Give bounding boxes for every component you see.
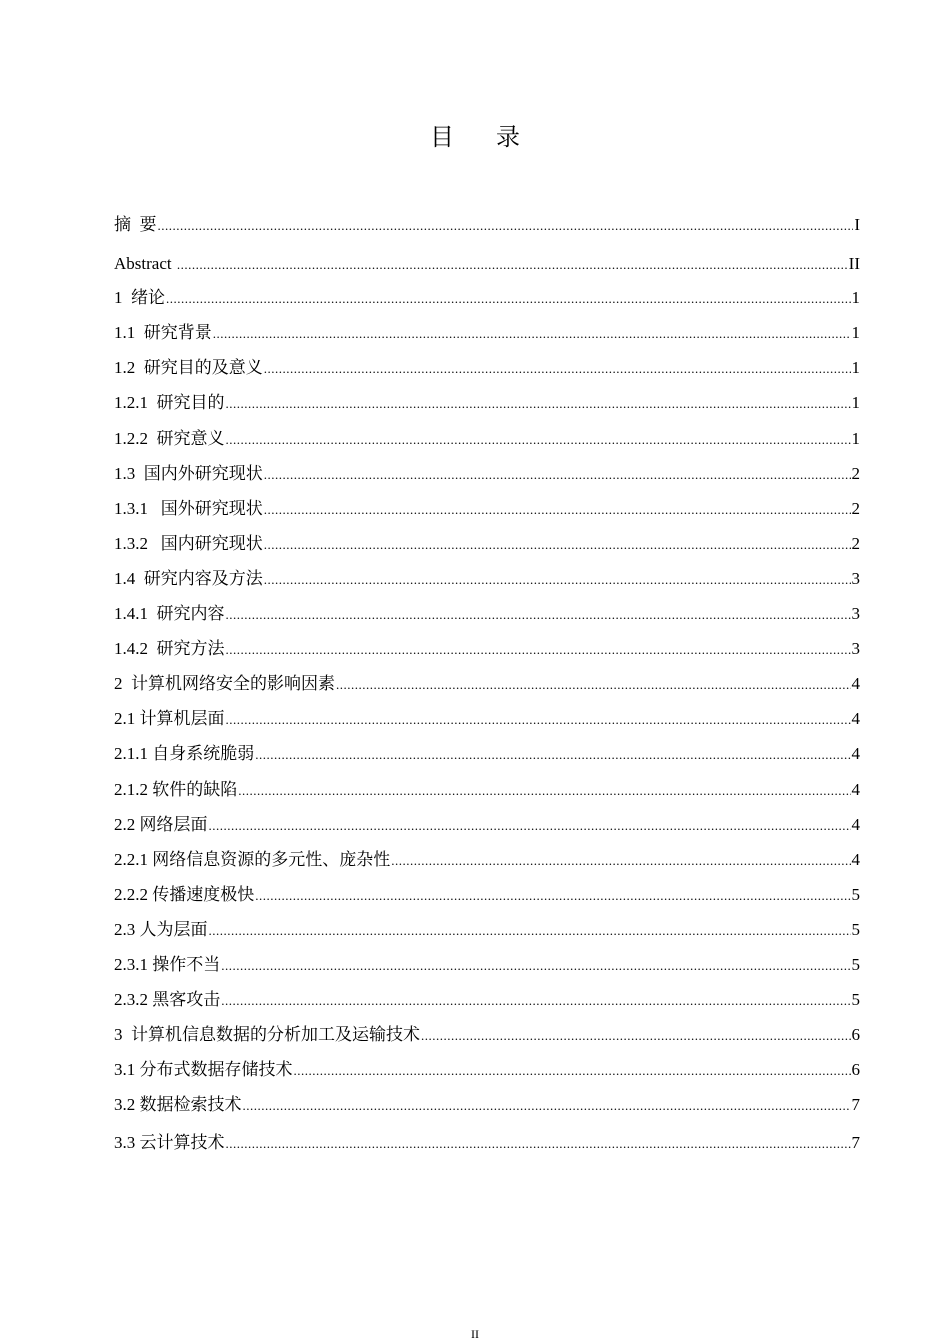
toc-dot-leader (264, 463, 851, 487)
page-number: II (471, 1327, 479, 1341)
toc-entry[interactable] (114, 672, 860, 697)
toc-entry-page: 2 (851, 534, 860, 553)
toc-entry-label: 2.2.2 传播速度极快 (114, 885, 255, 904)
toc-entry-page: 1 (851, 323, 860, 342)
toc-entry-label: 1.4.1 研究内容 (114, 604, 225, 623)
toc-dot-leader (294, 1059, 851, 1083)
toc-dot-leader (238, 779, 850, 803)
toc-entry-label: 1.3.2 国内研究现状 (114, 534, 263, 553)
toc-dot-leader (226, 392, 851, 416)
toc-entry[interactable] (114, 1093, 860, 1118)
toc-dot-leader (264, 357, 851, 381)
toc-entry-label: 2.3 人为层面 (114, 920, 208, 939)
toc-dot-leader (213, 322, 851, 346)
toc-entry[interactable] (114, 602, 860, 627)
toc-entry[interactable] (114, 883, 860, 908)
toc-entry[interactable] (114, 252, 860, 277)
toc-dot-leader (255, 743, 850, 767)
toc-entry[interactable] (114, 286, 860, 311)
toc-entry[interactable] (114, 953, 860, 978)
toc-dot-leader (226, 708, 851, 732)
toc-entry-page: 2 (851, 499, 860, 518)
toc-entry-label: 1.2.2 研究意义 (114, 429, 225, 448)
toc-dot-leader (221, 989, 850, 1013)
toc-entry-label: 2 计算机网络安全的影响因素 (114, 674, 335, 693)
toc-dot-leader (391, 849, 850, 873)
toc-entry-label: 1.2.1 研究目的 (114, 393, 225, 412)
toc-entry-page: 6 (851, 1060, 860, 1079)
toc-entry-page: II (848, 254, 860, 273)
toc-entry-page: 5 (851, 920, 860, 939)
toc-entry-page: 1 (851, 288, 860, 307)
toc-entry-label: 2.1 计算机层面 (114, 709, 225, 728)
toc-dot-leader (255, 884, 850, 908)
toc-entry[interactable] (114, 1023, 860, 1048)
toc-dot-leader (264, 498, 851, 522)
toc-entry-page: 4 (851, 780, 860, 799)
toc-entry-label: 1 绪论 (114, 288, 165, 307)
toc-entry-page: 3 (851, 569, 860, 588)
toc-entry-page: 5 (851, 885, 860, 904)
toc-entry[interactable] (114, 848, 860, 873)
toc-dot-leader (209, 814, 851, 838)
toc-entry[interactable] (114, 813, 860, 838)
toc-entry[interactable] (114, 778, 860, 803)
toc-entry[interactable] (114, 742, 860, 767)
toc-entry-page: 4 (851, 815, 860, 834)
toc-dot-leader (264, 568, 851, 592)
toc-entry-page: 1 (851, 429, 860, 448)
toc-entry-page: 7 (851, 1095, 860, 1114)
toc-entry-label: 1.1 研究背景 (114, 323, 212, 342)
toc-dot-leader (226, 428, 851, 452)
toc-dot-leader (226, 603, 851, 627)
toc-entry-page: 7 (851, 1133, 860, 1152)
toc-dot-leader (221, 954, 850, 978)
toc-entry[interactable] (114, 213, 860, 238)
toc-entry[interactable] (114, 567, 860, 592)
toc-entry-label: 1.4 研究内容及方法 (114, 569, 263, 588)
toc-dot-leader (166, 287, 851, 311)
toc-entry[interactable] (114, 391, 860, 416)
toc-entry-label: 2.1.1 自身系统脆弱 (114, 744, 255, 763)
toc-dot-leader (226, 1132, 851, 1156)
toc-entry[interactable] (114, 918, 860, 943)
toc-entry-page: I (854, 215, 860, 234)
toc-dot-leader (226, 638, 851, 662)
toc-entry-page: 2 (851, 464, 860, 483)
toc-entry-page: 5 (851, 955, 860, 974)
toc-dot-leader (336, 673, 851, 697)
toc-dot-leader (177, 253, 848, 277)
toc-entry-label: 2.3.1 操作不当 (114, 955, 221, 974)
page-title: 目 录 (430, 125, 538, 151)
toc-entry[interactable] (114, 497, 860, 522)
toc-dot-leader (243, 1094, 851, 1118)
toc-entry-page: 4 (851, 850, 860, 869)
toc-entry-label: 摘 要 (114, 215, 157, 234)
toc-entry[interactable] (114, 988, 860, 1013)
toc-entry-label: 3.3 云计算技术 (114, 1133, 225, 1152)
toc-entry-label: Abstract (114, 254, 176, 273)
toc-entry-page: 4 (851, 674, 860, 693)
toc-entry-page: 3 (851, 639, 860, 658)
toc-entry-label: 1.2 研究目的及意义 (114, 358, 263, 377)
toc-entry[interactable] (114, 637, 860, 662)
toc-entry-page: 4 (851, 744, 860, 763)
toc-entry-label: 3.1 分布式数据存储技术 (114, 1060, 293, 1079)
toc-entry-label: 1.3.1 国外研究现状 (114, 499, 263, 518)
toc-entry-page: 1 (851, 393, 860, 412)
toc-entry[interactable] (114, 1058, 860, 1083)
toc-entry-page: 4 (851, 709, 860, 728)
toc-entry-label: 3.2 数据检索技术 (114, 1095, 242, 1114)
toc-dot-leader (158, 214, 854, 238)
toc-entry-label: 3 计算机信息数据的分析加工及运输技术 (114, 1025, 420, 1044)
toc-entry-label: 2.1.2 软件的缺陷 (114, 780, 238, 799)
toc-entry-page: 3 (851, 604, 860, 623)
toc-dot-leader (421, 1024, 851, 1048)
toc-entry-page: 5 (851, 990, 860, 1009)
toc-entry-label: 1.4.2 研究方法 (114, 639, 225, 658)
toc-dot-leader (209, 919, 851, 943)
toc-entry[interactable] (114, 321, 860, 346)
toc-entry-label: 1.3 国内外研究现状 (114, 464, 263, 483)
toc-entry[interactable] (114, 427, 860, 452)
toc-dot-leader (264, 533, 851, 557)
toc-entry[interactable] (114, 356, 860, 381)
toc-entry[interactable] (114, 707, 860, 732)
toc-entry-page: 1 (851, 358, 860, 377)
toc-entry-label: 2.2.1 网络信息资源的多元性、庞杂性 (114, 850, 391, 869)
toc-entry[interactable] (114, 1131, 860, 1156)
toc-entry[interactable] (114, 532, 860, 557)
toc-entry-label: 2.3.2 黑客攻击 (114, 990, 221, 1009)
toc-entry[interactable] (114, 462, 860, 487)
toc-entry-page: 6 (851, 1025, 860, 1044)
toc-entry-label: 2.2 网络层面 (114, 815, 208, 834)
